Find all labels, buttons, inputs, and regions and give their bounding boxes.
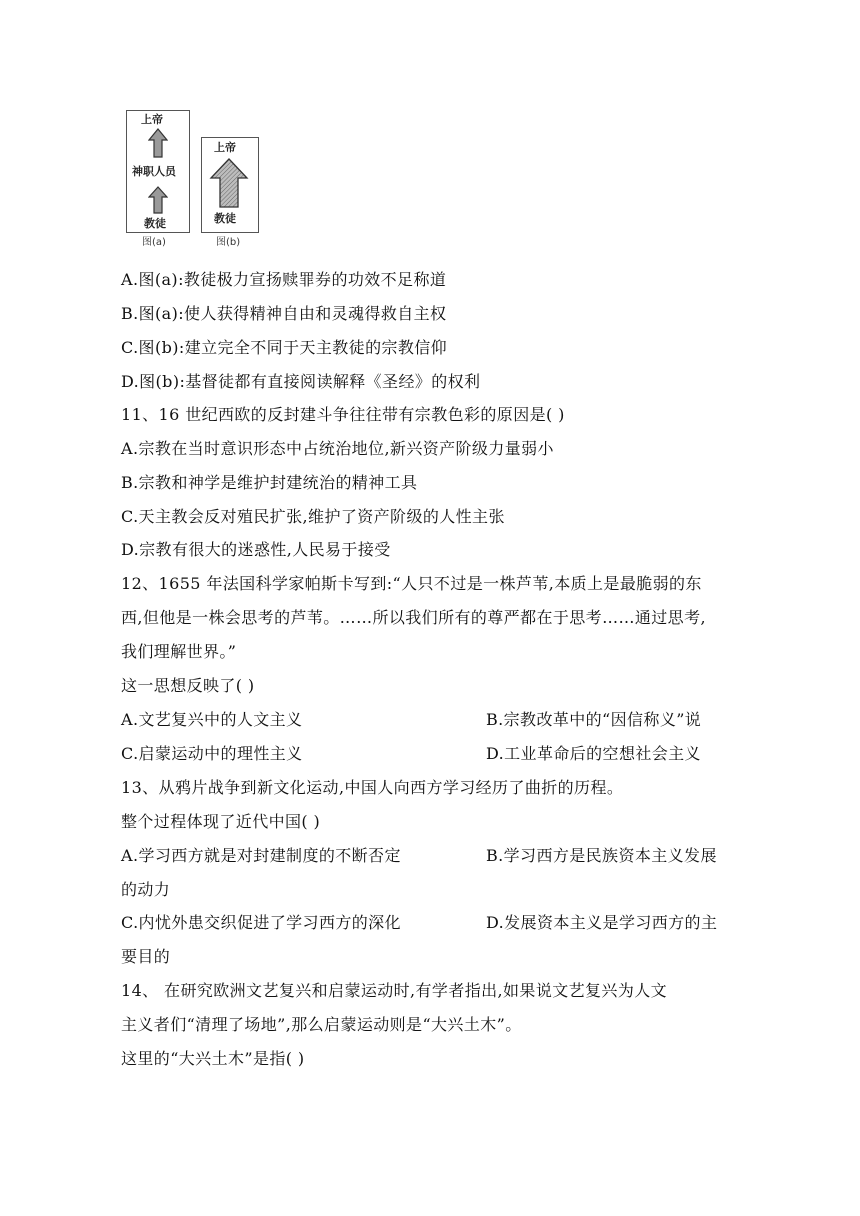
q11-stem: 11、16 世纪西欧的反封建斗争往往带有宗教色彩的原因是( ) [121,405,565,424]
figure-b-top-label: 上帝 [214,141,236,154]
figure-a-middle-label: 神职人员 [132,165,176,178]
large-up-arrow-icon [209,158,249,208]
up-arrow-icon [148,186,168,214]
q12-option-c: C.启蒙运动中的理性主义 [121,744,303,763]
q11-option-d: D.宗教有很大的迷惑性,人民易于接受 [121,540,391,559]
q13-option-b-continued: 的动力 [121,880,171,899]
q12-option-d: D.工业革命后的空想社会主义 [486,744,701,763]
q13-stem-line-2: 整个过程体现了近代中国( ) [121,812,321,831]
q13-option-d-continued: 要目的 [121,947,171,966]
figure-a-bottom-label: 教徒 [144,217,166,230]
q12-stem-line-4: 这一思想反映了( ) [121,676,255,695]
figure-a-top-label: 上帝 [141,113,163,126]
figure-a-caption: 图(a) [142,237,166,248]
figure-b-caption: 图(b) [216,237,241,248]
q12-stem-line-1: 12、1655 年法国科学家帕斯卡写到:“人只不过是一株芦苇,本质上是最脆弱的东 [121,574,702,593]
q14-stem-line-3: 这里的“大兴土木”是指( ) [121,1049,305,1068]
q10-option-d: D.图(b):基督徒都有直接阅读解释《圣经》的权利 [121,372,481,391]
q12-stem-line-2: 西,但他是一株会思考的芦苇。……所以我们所有的尊严都在于思考……通过思考, [121,608,706,627]
q10-option-a: A.图(a):教徒极力宣扬赎罪券的功效不足称道 [121,270,447,289]
q11-option-c: C.天主教会反对殖民扩张,维护了资产阶级的人性主张 [121,507,505,526]
q13-option-b: B.学习西方是民族资本主义发展 [486,846,717,865]
q14-stem-line-2: 主义者们“清理了场地”,那么启蒙运动则是“大兴土木”。 [121,1015,522,1034]
up-arrow-icon [148,128,168,158]
q12-option-b: B.宗教改革中的“因信称义”说 [486,710,702,729]
q13-option-a: A.学习西方就是对封建制度的不断否定 [121,846,401,865]
q13-option-d: D.发展资本主义是学习西方的主 [486,913,718,932]
q10-option-b: B.图(a):使人获得精神自由和灵魂得救自主权 [121,304,447,323]
q13-option-c: C.内忧外患交织促进了学习西方的深化 [121,913,401,932]
q11-option-a: A.宗教在当时意识形态中占统治地位,新兴资产阶级力量弱小 [121,439,554,458]
figure-b-bottom-label: 教徒 [214,212,236,225]
q11-option-b: B.宗教和神学是维护封建统治的精神工具 [121,473,418,492]
q10-option-c: C.图(b):建立完全不同于天主教徒的宗教信仰 [121,338,448,357]
q14-stem-line-1: 14、 在研究欧洲文艺复兴和启蒙运动时,有学者指出,如果说文艺复兴为人文 [121,981,668,1000]
q12-stem-line-3: 我们理解世界。” [121,642,237,661]
q12-option-a: A.文艺复兴中的人文主义 [121,710,303,729]
q13-stem-line-1: 13、从鸦片战争到新文化运动,中国人向西方学习经历了曲折的历程。 [121,778,624,797]
